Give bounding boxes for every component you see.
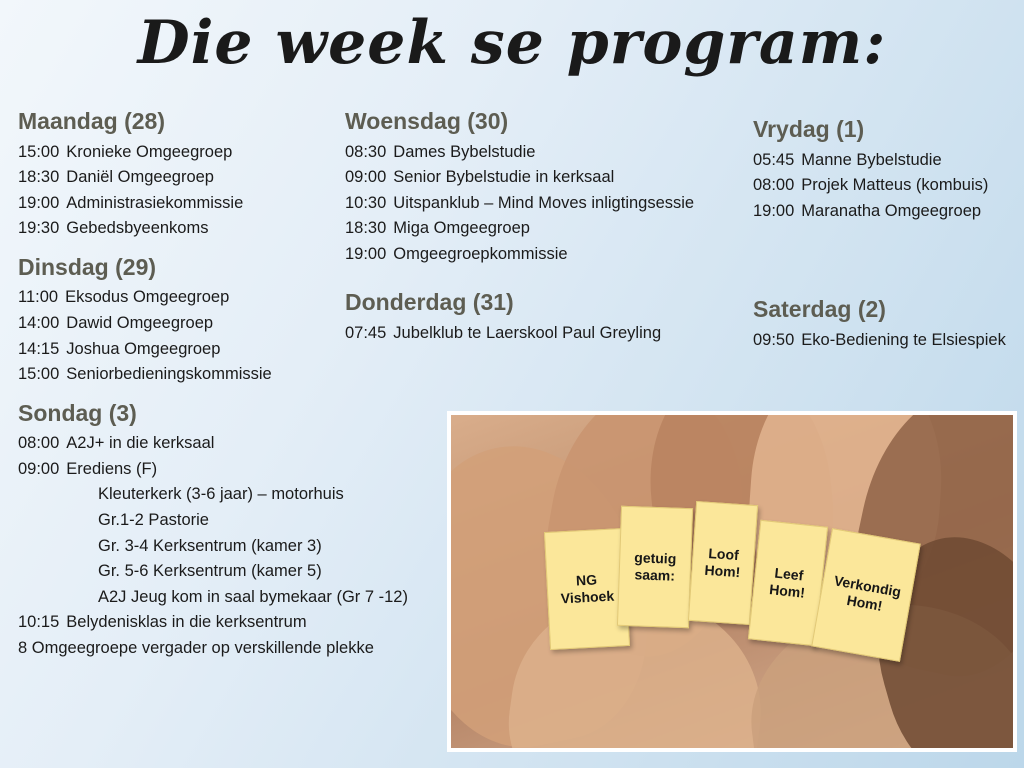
day-block-vrydag bbox=[745, 116, 1024, 224]
entry-text: Kronieke Omgeegroep bbox=[66, 142, 233, 161]
day-heading-donderdag: Donderdag (31) bbox=[345, 289, 514, 316]
entry-text: Erediens (F) bbox=[66, 459, 158, 478]
entry-time: 14:00 bbox=[18, 314, 60, 332]
schedule-note: 8 Omgeegroepe vergader op verskillende plekke bbox=[18, 638, 374, 657]
column-right bbox=[745, 108, 1024, 365]
day-block-dinsdag bbox=[18, 254, 348, 388]
schedule-entry bbox=[18, 610, 348, 636]
day-heading-saterdag: Saterdag (2) bbox=[753, 296, 886, 323]
entry-time: 09:00 bbox=[345, 168, 387, 187]
day-heading-woensdag: Woensdag (30) bbox=[345, 108, 509, 134]
schedule-entry bbox=[745, 148, 1024, 174]
schedule-entry bbox=[18, 285, 348, 311]
sub-entry: Gr. 3-4 Kerksentrum (kamer 3) bbox=[98, 536, 322, 555]
schedule-entry bbox=[18, 362, 348, 388]
entry-time: 10:30 bbox=[345, 193, 387, 212]
schedule-entry bbox=[18, 311, 348, 337]
day-block-sondag bbox=[18, 399, 408, 662]
entry-text: Gebedsbyeenkoms bbox=[66, 219, 209, 238]
schedule-entry bbox=[345, 140, 745, 166]
entry-text: Eko-Bediening te Elsiespiek bbox=[801, 330, 1006, 349]
entry-time: 19:00 bbox=[18, 193, 60, 212]
entry-text: Dames Bybelstudie bbox=[393, 142, 536, 161]
entry-time: 08:30 bbox=[345, 142, 387, 161]
schedule-entry bbox=[345, 191, 745, 217]
entry-text: Senior Bybelstudie in kerksaal bbox=[393, 168, 615, 187]
entry-time: 08:00 bbox=[18, 434, 60, 453]
schedule-entry bbox=[745, 173, 1024, 199]
entry-text: Uitspanklub – Mind Moves inligtingsessie bbox=[393, 193, 695, 212]
schedule-entry bbox=[18, 431, 348, 457]
day-block-maandag bbox=[18, 108, 348, 242]
sub-entry: Gr.1-2 Pastorie bbox=[98, 510, 209, 529]
entry-time: 05:45 bbox=[753, 150, 795, 169]
schedule-entry bbox=[18, 216, 348, 242]
sticky-note: Leef Hom! bbox=[748, 520, 828, 646]
day-heading-dinsdag: Dinsdag (29) bbox=[18, 253, 157, 280]
schedule-entry bbox=[345, 242, 745, 268]
entry-text: Eksodus Omgeegroep bbox=[65, 288, 230, 307]
schedule-entry bbox=[18, 165, 348, 191]
entry-time: 10:15 bbox=[18, 613, 60, 632]
entry-text: Administrasiekommissie bbox=[66, 193, 244, 212]
entry-time: 07:45 bbox=[345, 324, 387, 342]
day-block-saterdag bbox=[745, 296, 1024, 353]
sub-entry: A2J Jeug kom in saal bymekaar (Gr 7 -12) bbox=[98, 587, 408, 606]
entry-text: Maranatha Omgeegroep bbox=[801, 201, 982, 220]
schedule-entry bbox=[345, 165, 745, 191]
day-block-woensdag bbox=[345, 108, 745, 267]
entry-time: 08:00 bbox=[753, 176, 795, 195]
schedule-entry bbox=[345, 216, 745, 242]
schedule-entry bbox=[18, 337, 348, 363]
schedule-entry bbox=[745, 328, 1024, 354]
entry-text: Jubelklub te Laerskool Paul Greyling bbox=[393, 324, 662, 342]
column-middle bbox=[345, 108, 745, 359]
page-title: Die week se program: bbox=[137, 8, 887, 78]
day-block-donderdag bbox=[345, 289, 745, 346]
entry-text: Projek Matteus (kombuis) bbox=[801, 176, 989, 195]
entry-time: 09:50 bbox=[753, 330, 795, 349]
day-heading-maandag: Maandag (28) bbox=[18, 108, 165, 134]
entry-time: 15:00 bbox=[18, 365, 60, 384]
schedule-entry bbox=[18, 140, 348, 166]
entry-time: 19:00 bbox=[753, 201, 795, 220]
entry-text: Seniorbedieningskommissie bbox=[66, 365, 272, 384]
sticky-note: Loof Hom! bbox=[688, 501, 758, 625]
entry-text: Dawid Omgeegroep bbox=[66, 314, 214, 332]
entry-time: 18:30 bbox=[18, 168, 60, 187]
entry-text: Manne Bybelstudie bbox=[801, 150, 942, 169]
day-heading-sondag: Sondag (3) bbox=[18, 399, 137, 426]
day-heading-vrydag: Vrydag (1) bbox=[753, 116, 865, 142]
entry-text: Omgeegroepkommissie bbox=[393, 244, 568, 263]
entry-text: A2J+ in die kerksaal bbox=[66, 434, 215, 453]
entry-time: 14:15 bbox=[18, 339, 60, 358]
schedule-entry bbox=[18, 191, 348, 217]
entry-time: 15:00 bbox=[18, 142, 60, 161]
entry-time: 11:00 bbox=[18, 288, 59, 307]
entry-time: 18:30 bbox=[345, 219, 387, 238]
sticky-note: Verkondig Hom! bbox=[811, 528, 920, 662]
entry-time: 09:00 bbox=[18, 459, 60, 478]
schedule-entry bbox=[345, 321, 745, 347]
schedule-entry bbox=[18, 457, 348, 483]
entry-text: Miga Omgeegroep bbox=[393, 219, 530, 238]
schedule-entry bbox=[745, 199, 1024, 225]
entry-time: 19:30 bbox=[18, 219, 60, 238]
sticky-note: getuig saam: bbox=[617, 506, 693, 628]
sub-entry: Gr. 5-6 Kerksentrum (kamer 5) bbox=[98, 562, 322, 581]
entry-text: Daniël Omgeegroep bbox=[66, 168, 214, 187]
hands-photo bbox=[447, 411, 1017, 752]
entry-text: Joshua Omgeegroep bbox=[66, 339, 221, 358]
sub-entry: Kleuterkerk (3-6 jaar) – motorhuis bbox=[98, 485, 344, 504]
sticky-note: NG Vishoek bbox=[544, 528, 630, 650]
entry-text: Belydenisklas in die kerksentrum bbox=[66, 613, 307, 632]
entry-time: 19:00 bbox=[345, 244, 387, 263]
